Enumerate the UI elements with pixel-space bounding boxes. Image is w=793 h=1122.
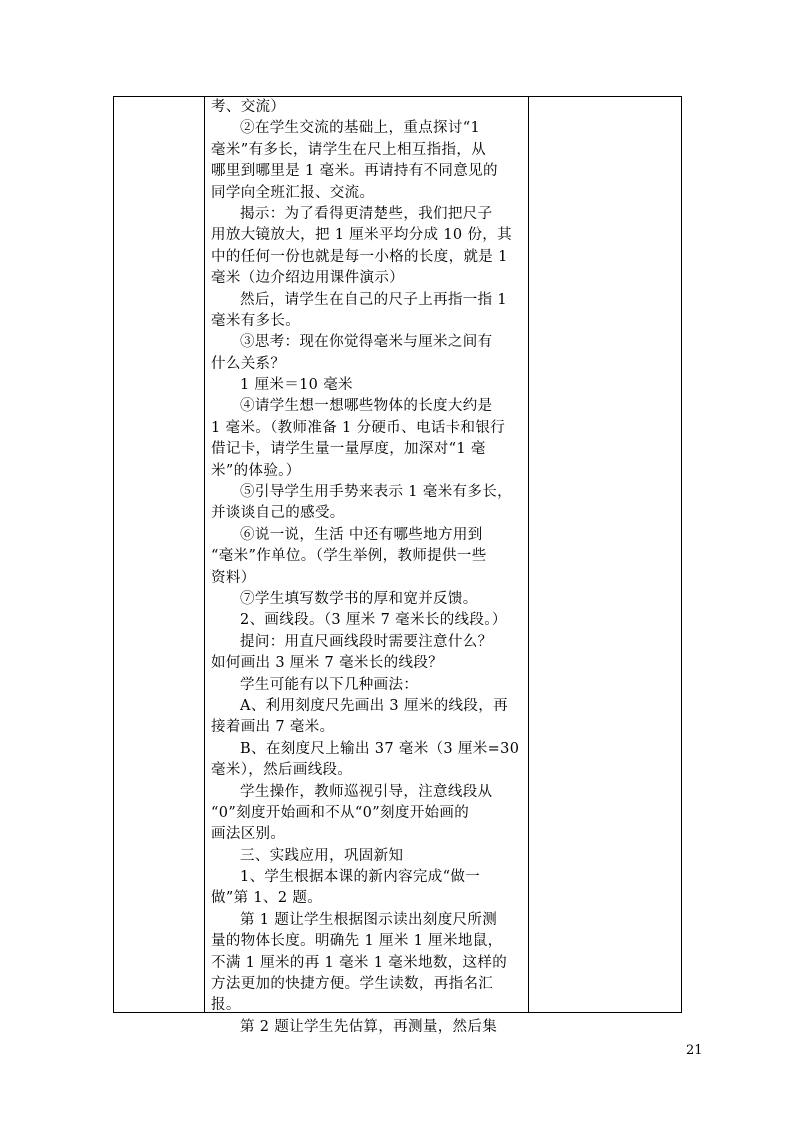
text-line: 1、学生根据本课的新内容完成“做一 (240, 869, 481, 886)
text-line: 如何画出 3 厘米 7 毫米长的线段？ (211, 655, 444, 672)
text-line: ②在学生交流的基础上，重点探讨“1 (240, 120, 481, 137)
text-line: 第 1 题让学生根据图示读出刻度尺所测 (240, 911, 498, 928)
text-line: 学生可能有以下几种画法： (240, 676, 419, 693)
text-line: A、利用刻度尺先画出 3 厘米的线段，再 (240, 697, 508, 714)
text-line: 毫米（边介绍边用课件演示） (211, 270, 405, 287)
text-line: 三、实践应用，巩固新知 (240, 847, 404, 864)
text-line: 然后，请学生在自己的尺子上再指一指 1 (240, 291, 507, 308)
text-line: 报。 (211, 997, 241, 1014)
text-line: 毫米），然后画线段。 (211, 762, 353, 779)
text-line: 什么关系？ (211, 355, 286, 372)
text-line: 用放大镜放大，把 1 厘米平均分成 10 份，其 (211, 227, 513, 244)
text-line: 不满 1 厘米的再 1 毫米 1 毫米地数，这样的 (211, 954, 508, 971)
left-column-cell (114, 97, 205, 1012)
text-line: 2、画线段。（3 厘米 7 毫米长的线段。） (240, 612, 507, 629)
notes-column-cell (529, 97, 681, 1012)
text-line: 量的物体长度。明确先 1 厘米 1 厘米地鼠， (211, 933, 503, 950)
text-line: 第 2 题让学生先估算，再测量，然后集 (240, 1018, 498, 1035)
text-line: 哪里到哪里是 1 毫米。再请持有不同意见的 (211, 163, 498, 180)
content-lines (211, 97, 522, 1038)
text-line: 画法区别。 (211, 826, 286, 843)
text-line: 做”第 1、2 题。 (211, 890, 323, 907)
text-line: 米”的体验。） (211, 462, 301, 479)
text-line: 毫米”有多长，请学生在尺上相互指指，从 (211, 141, 487, 158)
text-line: “0”刻度开始画和不从“0”刻度开始画的 (211, 804, 470, 821)
text-line: 资料） (211, 569, 256, 586)
text-line: 考、交流） (211, 99, 286, 115)
lesson-table (113, 96, 682, 1035)
text-line: 学生操作，教师巡视引导，注意线段从 (240, 783, 493, 800)
text-line: ⑤引导学生用手势来表示 1 毫米有多长， (240, 484, 512, 501)
text-line: B、在刻度尺上输出 37 毫米（3 厘米=30 (240, 740, 520, 757)
text-line: 并谈谈自己的感受。 (211, 505, 345, 522)
text-line: 1 毫米。（教师准备 1 分硬币、电话卡和银行 (211, 419, 506, 436)
text-line: 同学向全班汇报、交流。 (211, 184, 375, 201)
text-line: 方法更加的快捷方便。学生读数，再指名汇 (211, 976, 494, 993)
text-line: 借记卡，请学生量一量厚度，加深对“1 毫 (211, 441, 486, 458)
text-line: 提问：用直尺画线段时需要注意什么？ (240, 633, 493, 650)
content-column-cell (205, 97, 529, 1035)
text-line: 揭示：为了看得更清楚些，我们把尺子 (240, 205, 493, 222)
text-line: ④请学生想一想哪些物体的长度大约是 (240, 398, 493, 415)
text-line: 接着画出 7 毫米。 (211, 719, 335, 736)
text-line: 中的任何一份也就是每一小格的长度，就是 1 (211, 248, 508, 265)
page-number: 21 (686, 1043, 703, 1058)
text-line: ⑥说一说，生活 中还有哪些地方用到 (240, 526, 483, 543)
text-line: ③思考：现在你觉得毫米与厘米之间有 (240, 334, 493, 351)
text-line: “毫米”作单位。（学生举例，教师提供一些 (211, 548, 487, 565)
text-line: 毫米有多长。 (211, 312, 301, 329)
text-line: 1 厘米＝10 毫米 (240, 377, 353, 394)
text-line: ⑦学生填写数学书的厚和宽并反馈。 (240, 590, 478, 607)
